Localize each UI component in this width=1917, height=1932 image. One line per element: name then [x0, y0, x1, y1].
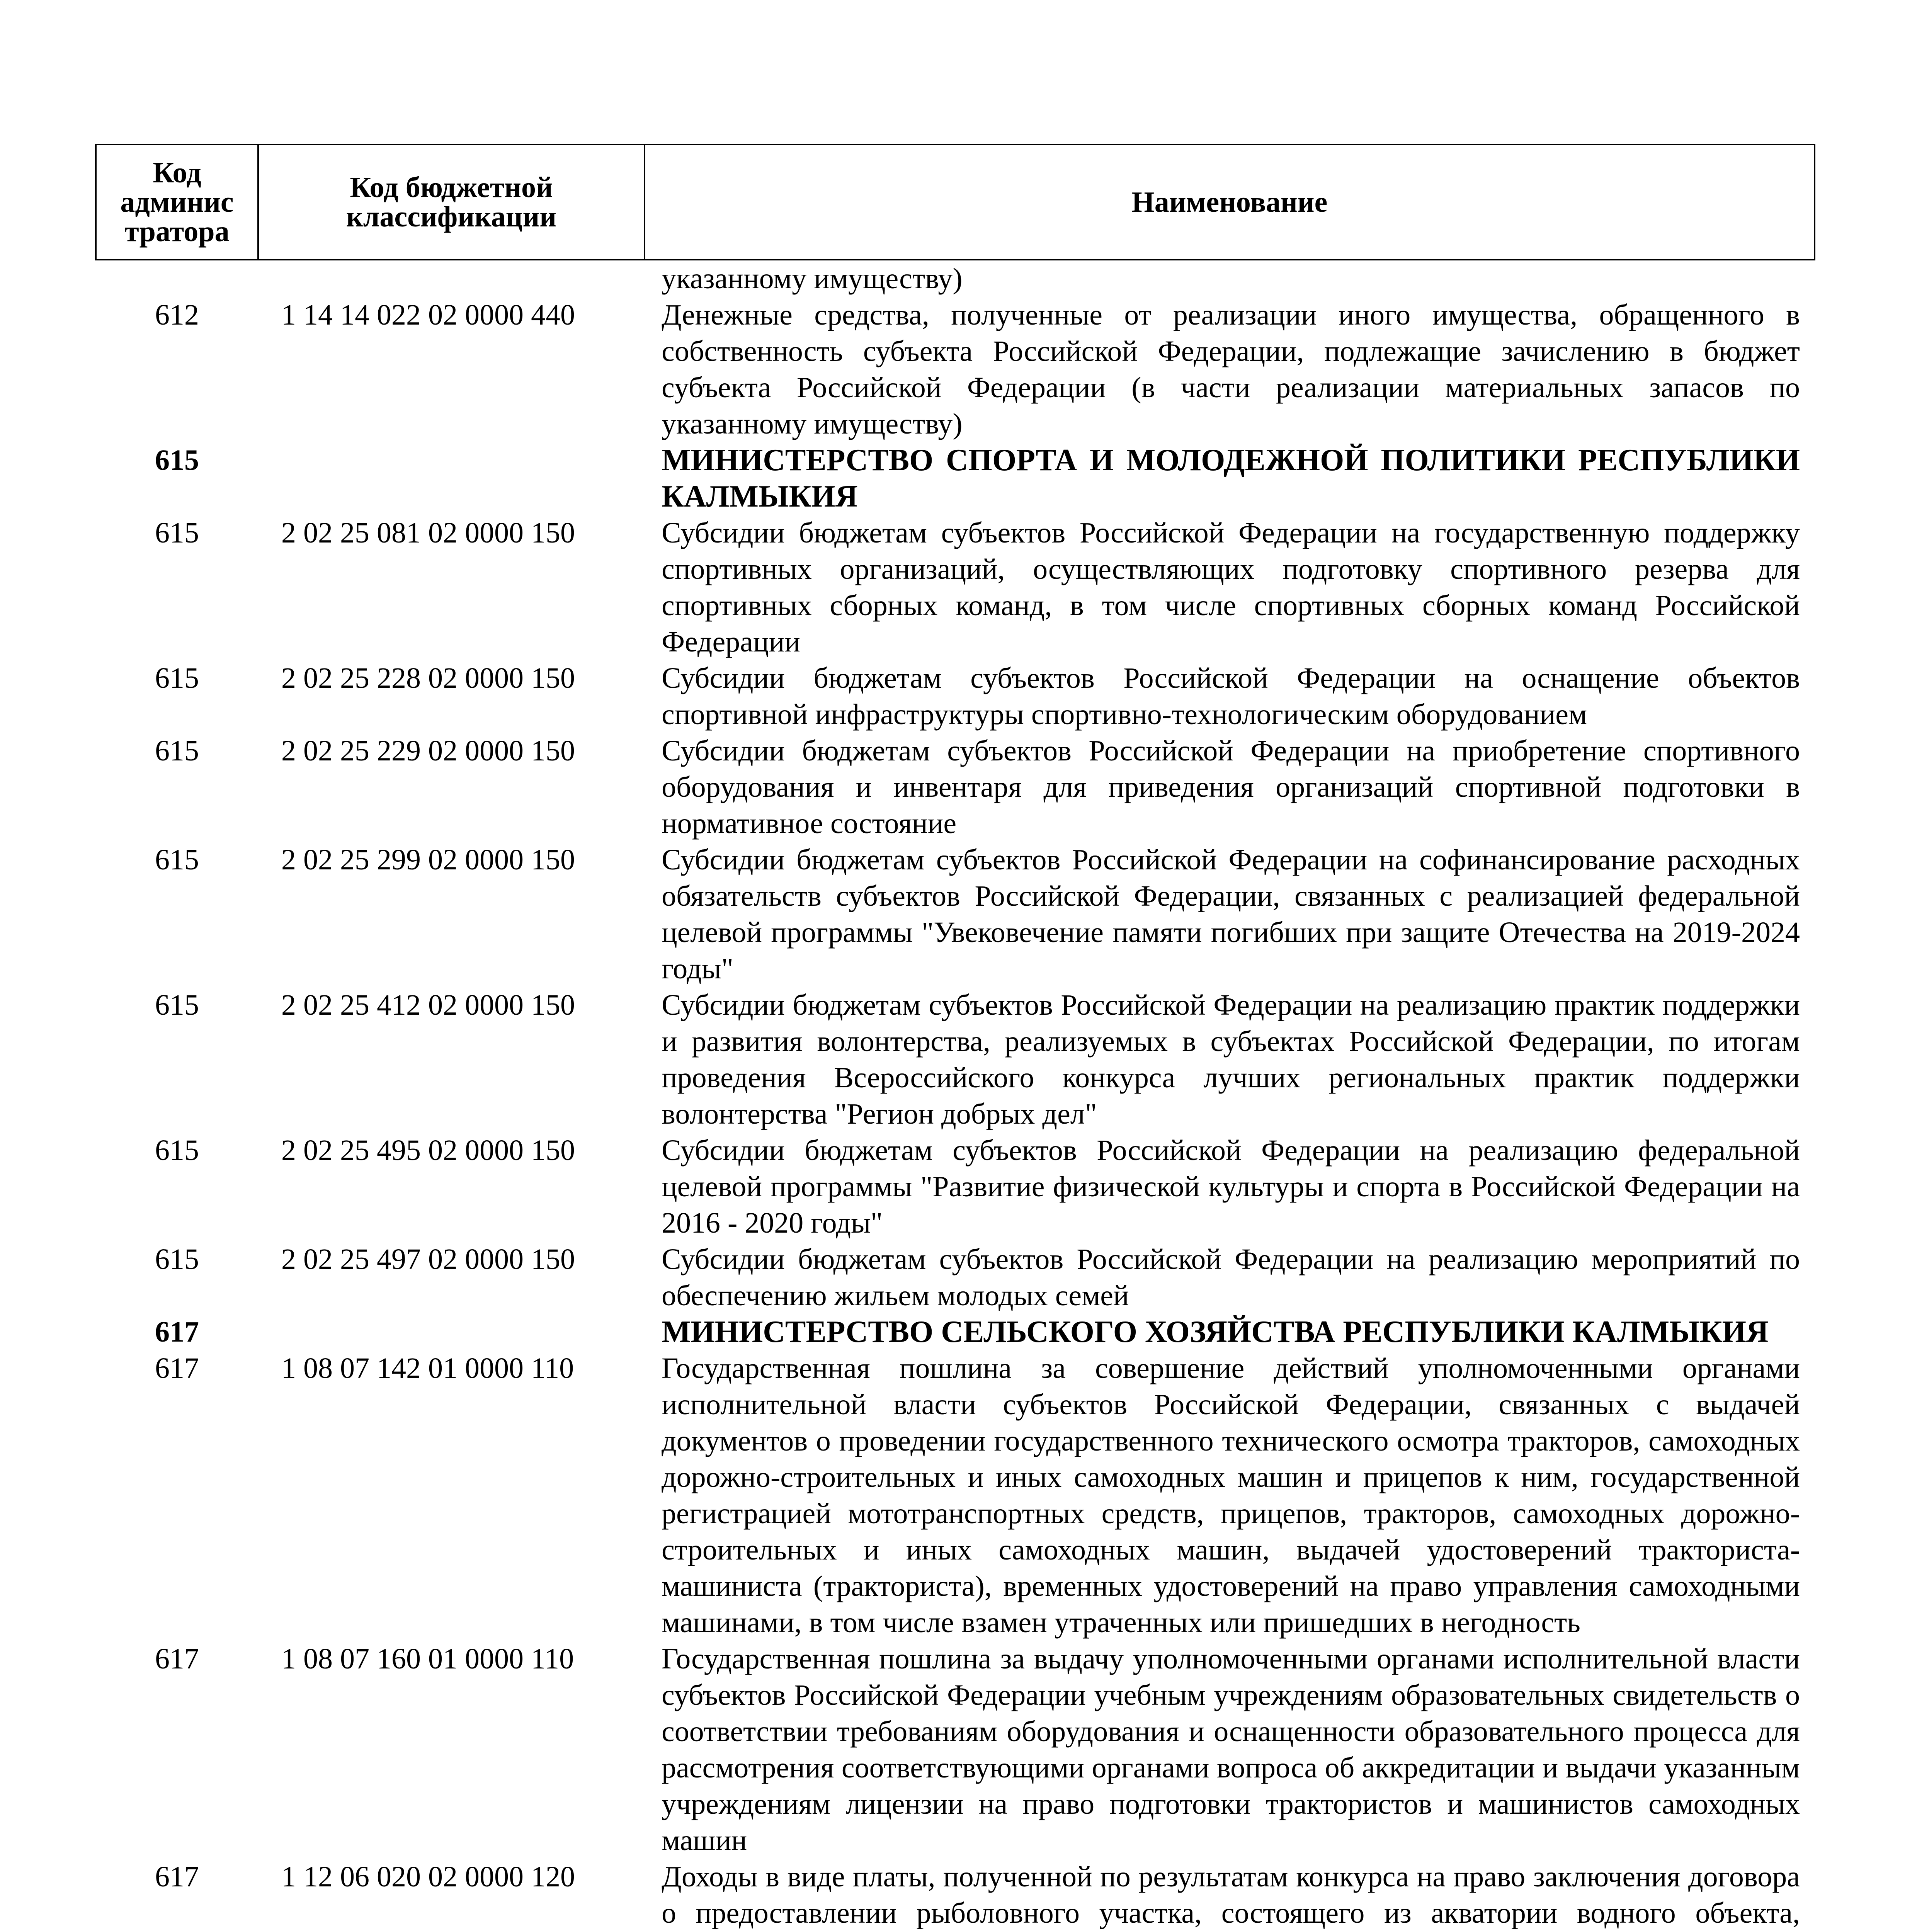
admin-code-cell: 617 — [155, 1352, 199, 1384]
kbk-code-cell: 2 02 25 497 02 0000 150 — [281, 1243, 575, 1276]
table-row — [96, 1859, 1815, 1932]
name-cell: указанному имуществу) — [662, 262, 963, 295]
admin-code-cell — [96, 260, 258, 297]
admin-code-cell: 615 — [155, 517, 199, 549]
name-cell: МИНИСТЕРСТВО СПОРТА И МОЛОДЕЖНОЙ ПОЛИТИКИ РЕСПУБЛИКИ КАЛМЫКИЯ — [662, 443, 1800, 514]
kbk-code-cell: 1 08 07 160 01 0000 110 — [281, 1643, 574, 1675]
admin-code-cell: 617 — [155, 1316, 199, 1348]
kbk-code-cell: 1 12 06 020 02 0000 120 — [281, 1861, 575, 1893]
name-cell: Субсидии бюджетам субъектов Российской Федерации на оснащение объектов спортивной инфраструктуры спортивно-технологическим оборудованием — [662, 662, 1800, 731]
admin-code-cell: 615 — [155, 1243, 199, 1276]
kbk-code-cell: 2 02 25 412 02 0000 150 — [281, 989, 575, 1021]
administrator-heading-row — [96, 442, 1815, 515]
kbk-code-cell — [258, 442, 645, 515]
table-row — [96, 842, 1815, 987]
admin-code-cell: 615 — [155, 735, 199, 767]
header-row — [96, 145, 1815, 260]
table-row — [96, 515, 1815, 660]
admin-code-cell: 615 — [155, 444, 199, 476]
kbk-code-cell: 2 02 25 299 02 0000 150 — [281, 844, 575, 876]
name-cell: Субсидии бюджетам субъектов Российской Федерации на реализацию федеральной целевой программы "Развитие физической культуры и спорта в Российской Федерации на 2016 - 2020 годы" — [662, 1134, 1800, 1239]
kbk-code-cell: 2 02 25 081 02 0000 150 — [281, 517, 575, 549]
document-page — [95, 144, 1814, 1932]
admin-code-cell: 617 — [155, 1861, 199, 1893]
admin-code-cell: 612 — [155, 299, 199, 331]
admin-code-cell: 615 — [155, 1134, 199, 1167]
name-cell: Государственная пошлина за выдачу уполномоченными органами исполнительной власти субъектов Российской Федерации учебным учреждениям образовательных свидетельств о соответствии требованиям оборудования и оснащенности образовательного процесса для рассмотрения соответствующими органами вопроса об аккредитации и выдачи указанным учреждениям лицензии на право подготовки трактористов и машинистов самоходных машин — [662, 1643, 1800, 1857]
admin-code-cell: 617 — [155, 1643, 199, 1675]
admin-code-cell: 615 — [155, 662, 199, 694]
name-cell: Доходы в виде платы, полученной по результатам конкурса на право заключения договора о предоставлении рыболовного участка, состоящего из акватории водного объекта, — [662, 1861, 1800, 1929]
name-cell: Субсидии бюджетам субъектов Российской Федерации на софинансирование расходных обязательств субъектов Российской Федерации, связанных с реализацией федеральной целевой программы "Увековечение памяти погибших при защите Отечества на 2019-2024 годы" — [662, 844, 1800, 985]
name-cell: Субсидии бюджетам субъектов Российской Федерации на приобретение спортивного оборудования и инвентаря для приведения организаций спортивной подготовки в нормативное состояние — [662, 735, 1800, 840]
name-cell: Субсидии бюджетам субъектов Российской Федерации на государственную поддержку спортивных организаций, осуществляющих подготовку спортивного резерва для спортивных сборных команд, в том числе спортивных сборных команд Российской Федерации — [662, 517, 1800, 658]
kbk-code-cell: 1 08 07 142 01 0000 110 — [281, 1352, 574, 1384]
table-row — [96, 987, 1815, 1132]
table-row — [96, 1241, 1815, 1314]
revenue-administrators-table — [95, 144, 1815, 1932]
name-cell: Государственная пошлина за совершение действий уполномоченными органами исполнительной власти субъектов Российской Федерации, связанных с выдачей документов о проведении государственного технического осмотра тракторов, самоходных дорожно-строительных и иных самоходных машин и прицепов к ним, государственной регистрацией мототранспортных средств, прицепов, тракторов, самоходных дорожно-строительных и иных самоходных машин, выдачей удостоверений тракториста-машиниста (тракториста), временных удостоверений на право управления самоходными машинами, в том числе взамен утраченных или пришедших в негодность — [662, 1352, 1800, 1639]
table-header — [96, 145, 1815, 260]
header-admin-code: Код админис тратора — [96, 145, 258, 260]
header-name: Наименование — [645, 145, 1815, 260]
table-row — [96, 660, 1815, 733]
header-kbk-code: Код бюджетной классификации — [258, 145, 645, 260]
table-row — [96, 297, 1815, 442]
table-row — [96, 1350, 1815, 1641]
table-body — [96, 260, 1815, 1932]
name-cell: Субсидии бюджетам субъектов Российской Федерации на реализацию практик поддержки и развития волонтерства, реализуемых в субъектах Российской Федерации, по итогам проведения Всероссийского конкурса лучших региональных практик поддержки волонтерства "Регион добрых дел" — [662, 989, 1800, 1130]
table-row — [96, 733, 1815, 842]
table-row — [96, 260, 1815, 297]
kbk-code-cell — [258, 260, 645, 297]
table-row — [96, 1641, 1815, 1859]
table-row — [96, 1132, 1815, 1241]
name-cell: Субсидии бюджетам субъектов Российской Федерации на реализацию мероприятий по обеспечению жильем молодых семей — [662, 1243, 1800, 1312]
admin-code-cell: 615 — [155, 989, 199, 1021]
kbk-code-cell: 2 02 25 229 02 0000 150 — [281, 735, 575, 767]
name-cell: Денежные средства, полученные от реализации иного имущества, обращенного в собственность субъекта Российской Федерации, подлежащие зачислению в бюджет субъекта Российской Федерации (в части реализации материальных запасов по указанному имуществу) — [662, 299, 1800, 440]
kbk-code-cell — [258, 1314, 645, 1350]
kbk-code-cell: 2 02 25 228 02 0000 150 — [281, 662, 575, 694]
administrator-heading-row — [96, 1314, 1815, 1350]
name-cell: МИНИСТЕРСТВО СЕЛЬСКОГО ХОЗЯЙСТВА РЕСПУБЛИКИ КАЛМЫКИЯ — [662, 1315, 1769, 1349]
admin-code-cell: 615 — [155, 844, 199, 876]
kbk-code-cell: 1 14 14 022 02 0000 440 — [281, 299, 575, 331]
kbk-code-cell: 2 02 25 495 02 0000 150 — [281, 1134, 575, 1167]
